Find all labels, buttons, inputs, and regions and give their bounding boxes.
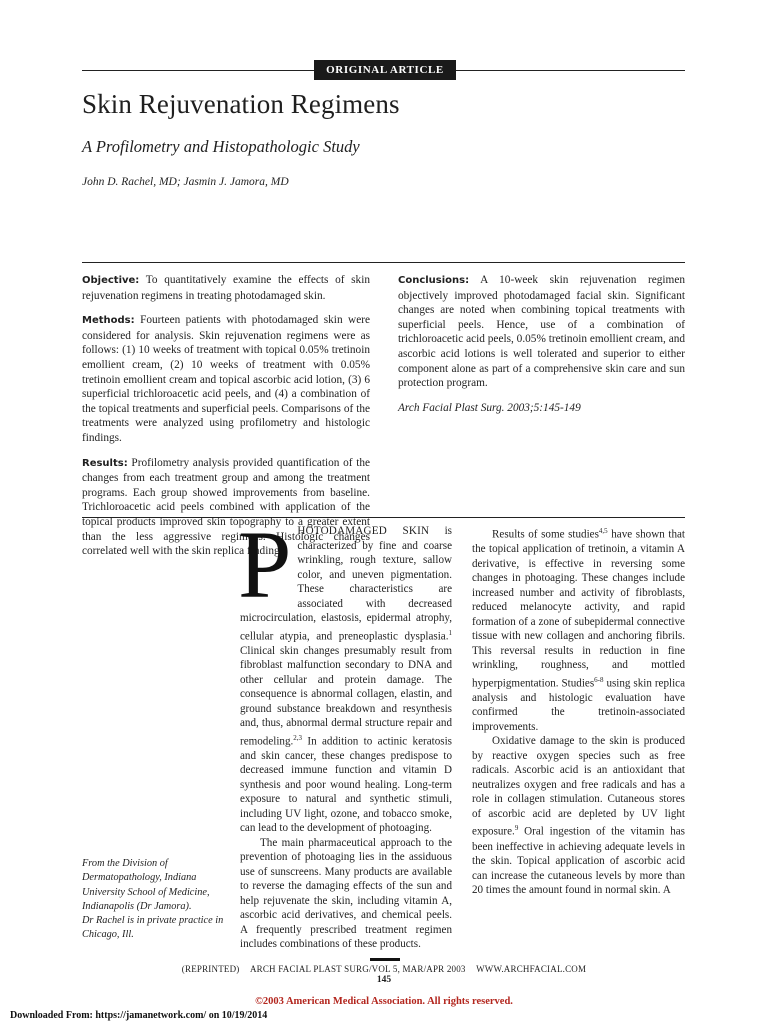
results-text: Profilometry analysis provided quantification of the changes from each treatment group and among the treatment programs. Each group showed improvements from baseline. Trichloroacetic acid peels combined with application of the topical products improved skin topography to a greater extent than the less aggressive regimens. Histologic changes correlated well with the skin replica findings.: [82, 456, 371, 558]
abstract-citation: Arch Facial Plast Surg. 2003;5:145-149: [398, 401, 581, 414]
abstract-right-column: [398, 273, 685, 425]
reference-superscript: 1: [448, 628, 452, 637]
objective-label: Objective:: [82, 275, 140, 286]
methods-text: Fourteen patients with photodamaged skin were considered for analysis. Skin rejuvenation regimens were as follows: (1) 10 weeks of treatment with topical 0.05% tretinoin emollient cream, (2) 10 weeks of treatment with 0.05% tretinoin emollient cream and topical ascorbic acid lotion, (3) 6 superficial trichloroacetic acid peels, and (4) a combination of the topical treatments and superficial peels. Comparisons of the treatments were analyzed using profilometry and histologic findings.: [82, 314, 370, 444]
section-badge: ORIGINAL ARTICLE: [314, 60, 456, 80]
body-text: is characterized by fine and coarse wrinkling, rough texture, sallow color, and uneven pigmentation. These characteristics are associated with decreased microcirculation, elastosis, epidermal atrophy, cellular atypia, and preneoplastic dysplasia.: [240, 525, 452, 643]
abstract-methods: [82, 313, 370, 445]
body-text: Oxidative damage to the skin is produced by reactive oxygen species such as free radicals. Ascorbic acid is an antioxidant that neutralizes oxygen and free radicals and has a role in collagen stimulation. Cutaneous stores of ascorbic acid are depleted by UV light exposure.: [472, 735, 685, 839]
conclusions-text: A 10-week skin rejuvenation regimen objectively improved photodamaged facial skin. Significant changes are noted when combining topical treatments with superficial peels. Hence, use of a combination of trichloroacetic acid peels, 0.05% tretinoin emollient cream, and ascorbic acid lotions is well tolerated and superior to either component alone as part of a comprehensive skin care and sun protection program.: [398, 274, 685, 390]
website-link[interactable]: WWW.ARCHFACIAL.COM: [476, 964, 587, 974]
body-paragraph-3: [472, 524, 685, 734]
reprinted-label: (REPRINTED): [181, 964, 240, 974]
lead-in: HOTODAMAGED SKIN: [297, 525, 430, 537]
copyright-notice: ©2003 American Medical Association. All rights reserved.: [255, 996, 513, 1007]
objective-text: To quantitatively examine the effects of skin rejuvenation regimens in treating photodamaged skin.: [82, 274, 370, 302]
conclusions-label: Conclusions:: [398, 275, 470, 286]
body-text: In addition to actinic keratosis and skin cancer, these changes predispose to decreased immune function and vitamin D synthesis and poor wound healing. Long-term exposure to natural and synthetic stimuli, including UV light, ozone, and tobacco smoke, can lead to the development of photoaging.: [240, 735, 452, 835]
abstract-top-rule: [82, 262, 685, 263]
footer-mark: [370, 958, 400, 961]
methods-label: Methods:: [82, 315, 135, 327]
body-column-1: [238, 511, 452, 951]
journal-info: ARCH FACIAL PLAST SURG/VOL 5, MAR/APR 2003: [249, 964, 466, 974]
reference-superscript: 9: [514, 824, 519, 833]
body-text: Oral ingestion of the vitamin has been ineffective in achieving adequate levels in the skin. Topical application of ascorbic acid can increase the cutaneous levels by more than 20 times the amount found in normal skin. A: [472, 826, 685, 897]
page-number: 145: [376, 975, 392, 985]
reference-superscript: 4,5: [598, 527, 608, 535]
body-paragraph-1: [238, 511, 452, 836]
affiliation-line: Dr Rachel is in private practice in Chicago, Ill.: [82, 915, 224, 941]
body-text: using skin replica analysis and histologic evaluation have confirmed the tretinoin-associated improvements.: [472, 677, 686, 733]
download-notice: Downloaded From: https://jamanetwork.com/ on 10/19/2014: [10, 1010, 268, 1021]
body-text: Clinical skin changes presumably result from fibroblast malfunction secondary to DNA and other cellular and protein damage. The consequence is abnormal collagen, elastin, and ground substance breakdown and resynthesis and, thus, abnormal dermal structure repair and remodeling.: [240, 644, 452, 748]
author-affiliation: [82, 857, 232, 943]
author-list: John D. Rachel, MD; Jasmin J. Jamora, MD: [82, 176, 289, 188]
abstract-bottom-rule: [82, 517, 685, 518]
results-label: Results:: [82, 457, 128, 469]
body-text: have shown that the topical application of tretinoin, a vitamin A derivative, is effective in reversing some changes in photoaging. These changes include increased number and activity of fibroblasts, reduced melanocyte activity, and rapid formation of a zone of subepidermal connective tissue with new collagen and anchoring fibrils. This reversal results in reduction in fine wrinkling, roughness, and mottled hyperpigmentation. Studies: [472, 528, 685, 690]
body-paragraph-2: The main pharmaceutical approach to the prevention of photoaging lies in the assiduous use of sunscreens. Many products are available to reverse the damaging effects of the sun and help rejuvenate the skin, including vitamin A, ascorbic acid derivatives, and chemical peels. A frequently prescribed treatment regimen includes combinations of these products.: [240, 836, 452, 951]
article-subtitle: A Profilometry and Histopathologic Study: [82, 137, 360, 156]
drop-cap: P: [238, 511, 292, 618]
abstract-objective: [82, 273, 370, 303]
reference-superscript: 6-8: [594, 675, 604, 684]
body-paragraph-4: [472, 734, 685, 897]
abstract-conclusions: [398, 273, 685, 391]
reference-superscript: 2,3: [293, 733, 303, 742]
body-text: Results of some studies: [492, 528, 599, 541]
article-title: Skin Rejuvenation Regimens: [82, 89, 400, 119]
affiliation-line: From the Division of Dermatopathology, Indiana University School of Medicine, Indianapolis (Dr Jamora).: [82, 858, 210, 912]
journal-footer: [0, 964, 768, 974]
body-column-2: [472, 524, 685, 944]
